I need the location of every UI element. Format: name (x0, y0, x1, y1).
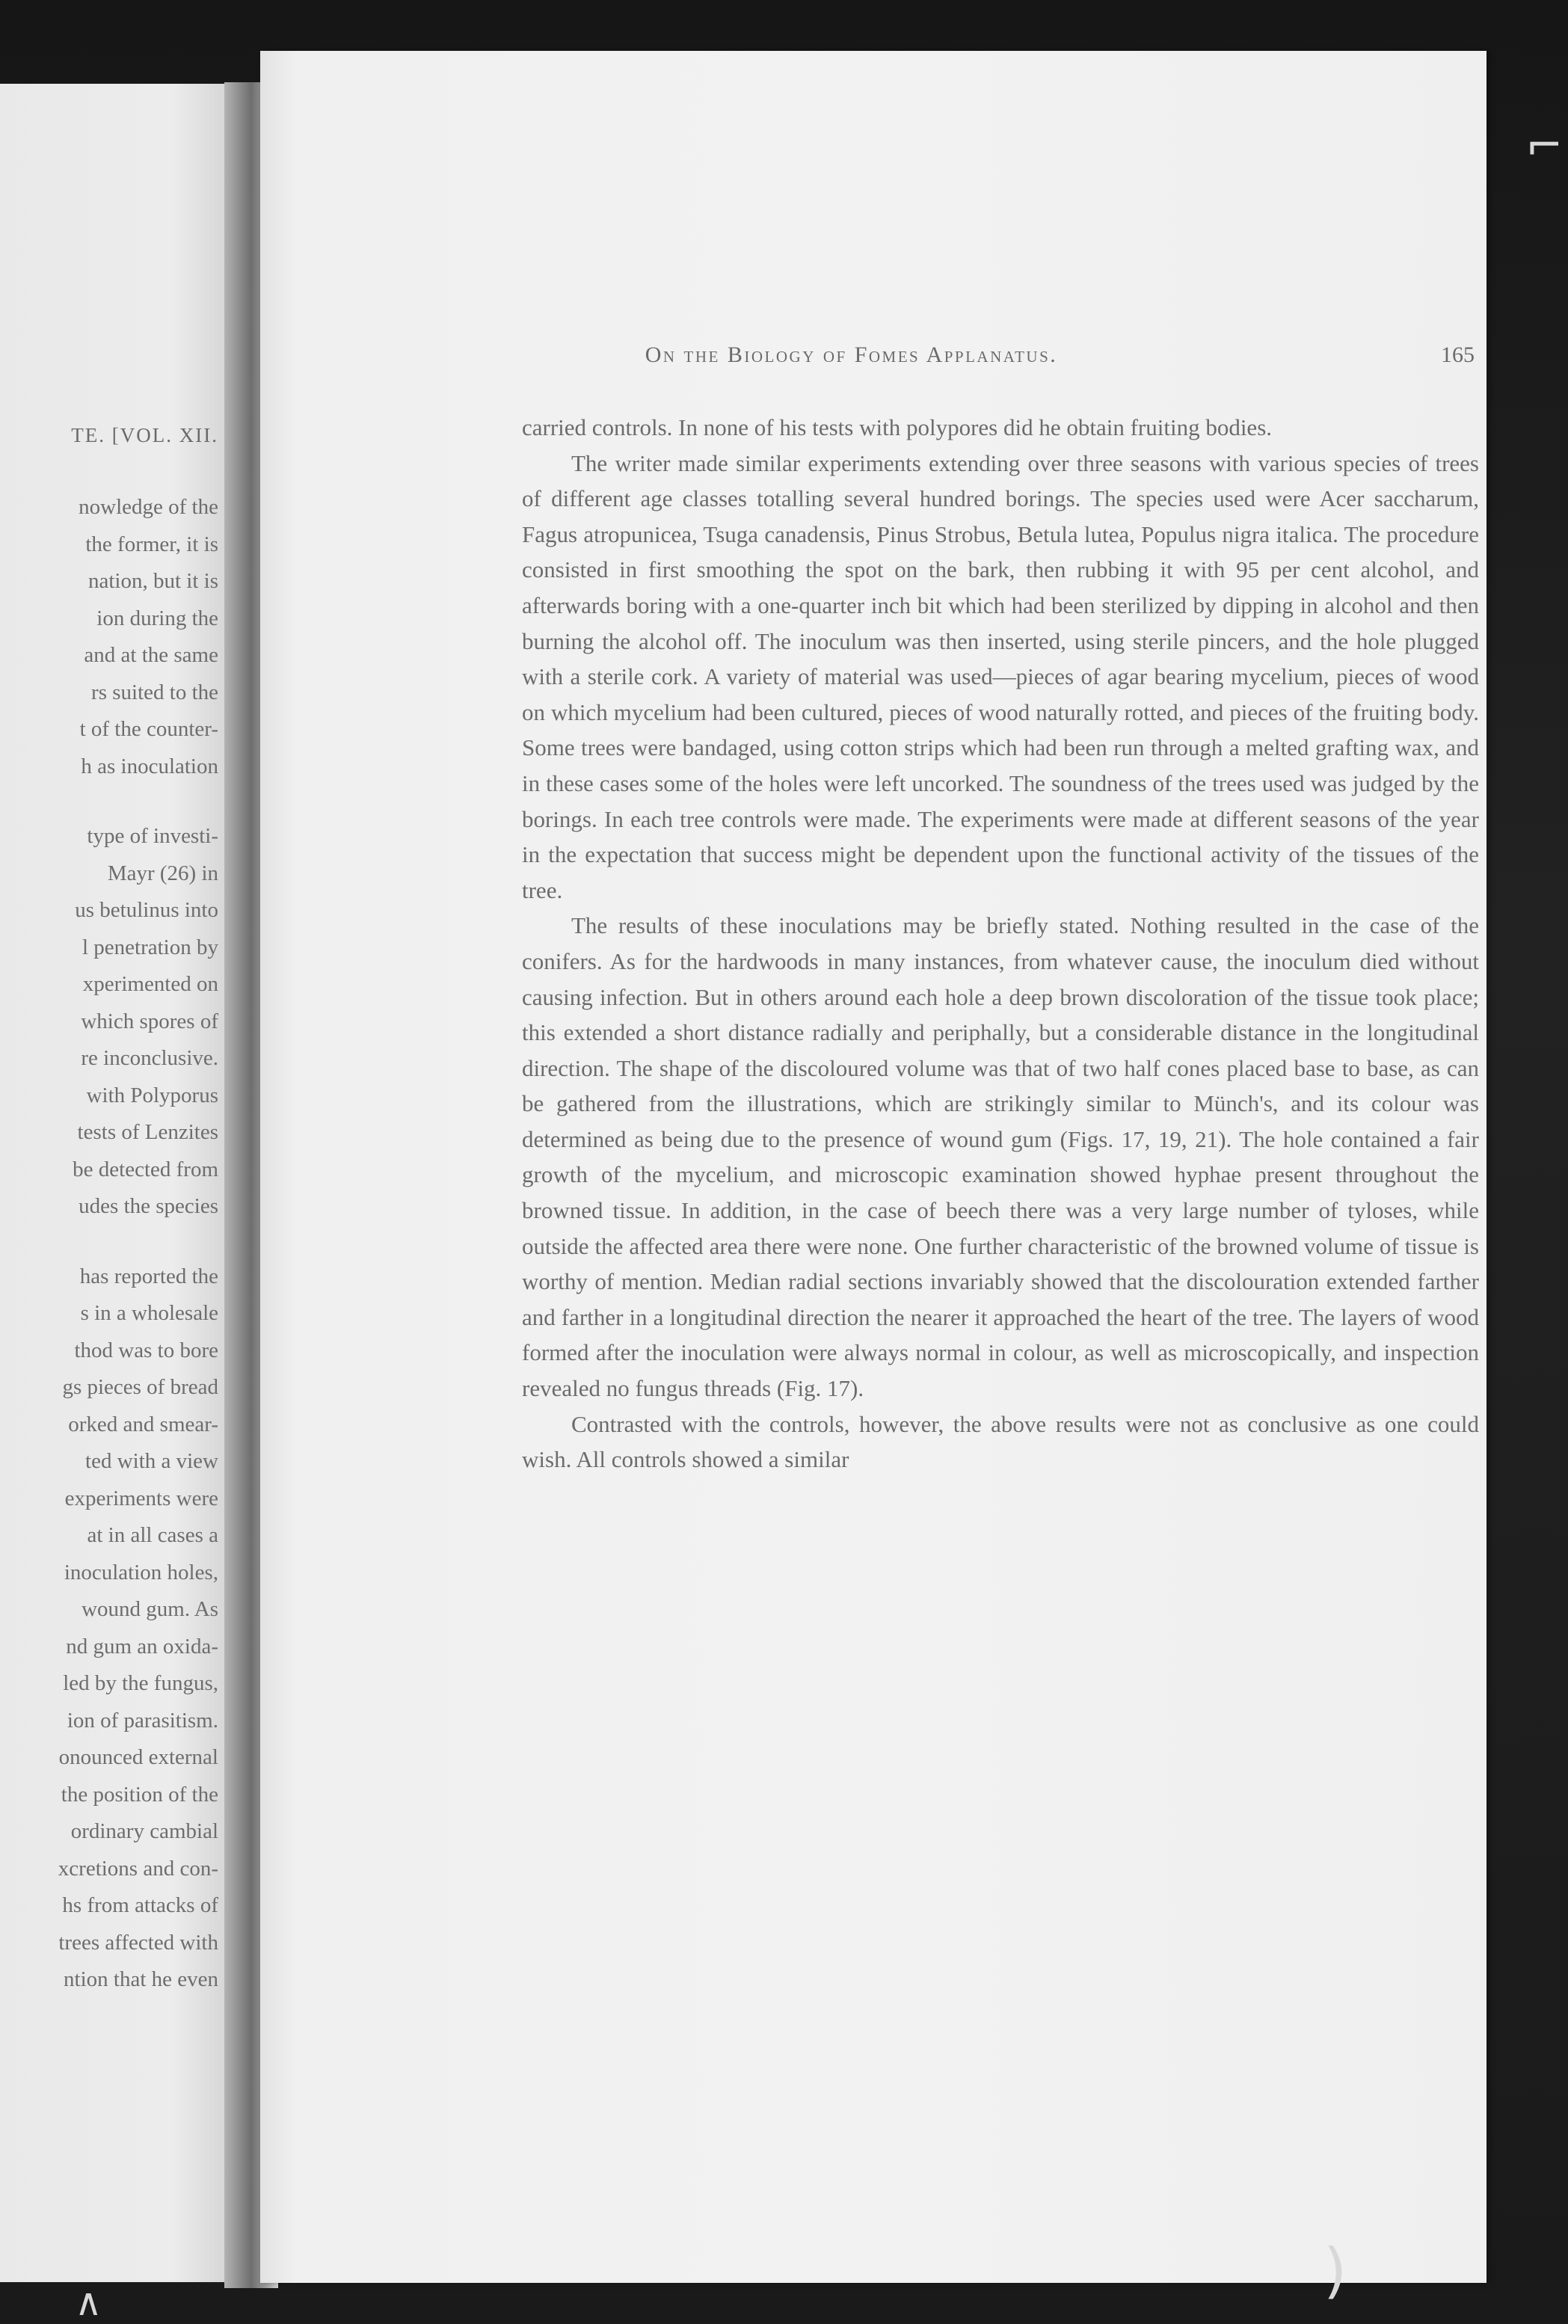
left-page-line: the former, it is (85, 532, 218, 556)
left-page-line: ordinary cambial (70, 1819, 218, 1843)
left-page-line: ted with a view (85, 1449, 218, 1473)
body-text (522, 410, 1479, 1980)
running-head (461, 342, 1478, 375)
left-page-line: xcretions and con- (58, 1856, 218, 1881)
left-page-line: type of investi- (87, 824, 218, 848)
left-page-line: udes the species (79, 1194, 218, 1218)
left-page-line: gs pieces of bread (62, 1375, 218, 1399)
left-page-line: led by the fungus, (63, 1671, 218, 1695)
paragraph-results (522, 908, 1479, 1406)
paragraph-text: Contrasted with the controls, however, the above results were not as conclusive as one could wish. All controls showed a similar (522, 1410, 1479, 1473)
left-page-line: at in all cases a (87, 1523, 218, 1547)
left-page-line: inoculation holes, (64, 1560, 218, 1584)
paragraph-text: carried controls. In none of his tests with polypores did he obtain fruiting bodies. (522, 414, 1273, 440)
left-page-line: nowledge of the (79, 495, 218, 519)
left-page-line: h as inoculation (81, 754, 218, 778)
left-page-line: be detected from (73, 1157, 218, 1181)
scan-artifact: ⌐ (1525, 120, 1564, 172)
paragraph-experiments (522, 446, 1479, 909)
left-page-line: ion of parasitism. (67, 1708, 218, 1733)
left-page-line: thod was to bore (74, 1338, 218, 1362)
left-page-line: t of the counter- (79, 717, 218, 741)
left-page-line: and at the same (84, 643, 218, 667)
left-page-line: has reported the (79, 1264, 218, 1288)
left-page-line: re inconclusive. (81, 1046, 218, 1070)
scan-artifact: ) (1323, 2236, 1347, 2305)
left-page-line: the position of the (61, 1782, 218, 1807)
left-page-line: us betulinus into (75, 898, 218, 922)
left-page-line: ion during the (96, 606, 218, 630)
left-page (0, 84, 247, 2282)
left-page-line: s in a wholesale (80, 1301, 218, 1325)
scan-artifact: ∧ (75, 2281, 102, 2324)
left-page-line (0, 1226, 218, 1258)
paragraph-continued (522, 410, 1479, 446)
left-page-line (0, 785, 218, 818)
paragraph-text: The results of these inoculations may be briefly stated. Nothing resulted in the case of the conifers. As for the hardwoods in many instances, from whatever cause, the inoculum died without causing infection. But in others around each hole a deep brown discoloration of the tissue took place; this extended a short distance radially and periphally, but a considerable distance in the longitudinal direction. The shape of the discoloured volume was that of two half cones placed base to base, as can be gathered from the illustrations, which are strikingly similar to Münch's, and its colour was determined as being due to the presence of wound gum (Figs. 17, 19, 21). The hole contained a fair growth of the mycelium, and microscopic examination showed hyphae present throughout the browned tissue. In addition, in the case of beech there was a very large number of tyloses, while outside the affected area there were none. One further characteristic of the browned volume of tissue is worthy of mention. Median radial sections invariably showed that the discolouration extended farther and farther in a longitudinal direction the nearer it approached the heart of the tree. The layers of wood formed after the inoculation were always normal in colour, as well as microscopically, and inspection revealed no fungus threads (Fig. 17). (522, 912, 1479, 1402)
running-title: On the Biology of Fomes Applanatus. (645, 342, 1058, 367)
left-page-line: l penetration by (82, 935, 218, 959)
left-running-head: TE. [VOL. XII. (71, 424, 218, 446)
paragraph-text: The writer made similar experiments extending over three seasons with various species of trees of different age classes totalling several hundred borings. The species used were Acer saccharum, Fagus atropunicea, Tsuga canadensis, Pinus Strobus, Betula lutea, Populus nigra italica. The procedure consisted in first smoothing the spot on the bark, then rubbing it with 95 per cent alcohol, and afterwards boring with a one-quarter inch bit which had been sterilized by dipping in alcohol and then burning the alcohol off. The inoculum was then inserted, using sterile pincers, and the hole plugged with a sterile cork. A variety of material was used—pieces of agar bearing mycelium, pieces of wood on which mycelium had been cultured, pieces of wood naturally rotted, and pieces of the fruiting body. Some trees were bandaged, using cotton strips which had been run through a melted grafting wax, and in these cases some of the holes were left uncorked. The soundness of the trees used was judged by the borings. In each tree controls were made. The experiments were made at different seasons of the year in the expectation that success might be dependent upon the functional activity of the tissues of the tree. (522, 449, 1479, 903)
left-page-line: rs suited to the (91, 680, 218, 704)
paragraph-contrasted (522, 1407, 1479, 1478)
left-page-line: with Polyporus (86, 1083, 218, 1107)
left-page-line: onounced external (58, 1745, 218, 1769)
left-page-line: experiments were (64, 1486, 218, 1510)
page-number: 165 (1441, 342, 1475, 367)
left-page-line: nd gum an oxida- (66, 1634, 218, 1659)
left-page-line: wound gum. As (82, 1597, 218, 1621)
left-page-line: which spores of (81, 1009, 218, 1033)
right-page (260, 51, 1486, 2283)
left-page-line: nation, but it is (88, 569, 218, 593)
left-page-line: trees affected with (58, 1930, 218, 1955)
left-page-line: orked and smear- (68, 1412, 218, 1436)
left-page-line: ntion that he even (64, 1967, 218, 1991)
left-page-text (0, 489, 218, 1999)
left-page-line: hs from attacks of (62, 1893, 218, 1917)
left-page-line: tests of Lenzites (77, 1120, 218, 1144)
left-page-line: xperimented on (82, 972, 218, 996)
left-page-line: Mayr (26) in (107, 861, 218, 885)
